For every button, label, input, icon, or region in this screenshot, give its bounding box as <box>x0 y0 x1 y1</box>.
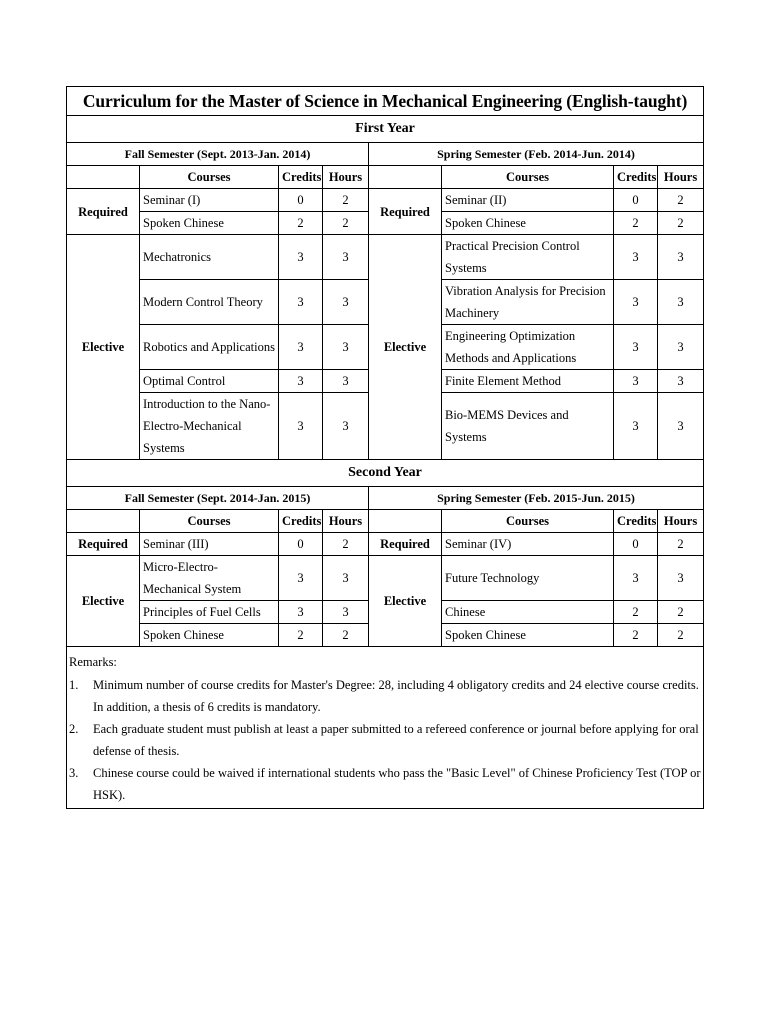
course-hours: 3 <box>658 393 704 460</box>
course-credits: 3 <box>279 556 323 601</box>
course-hours: 3 <box>323 235 369 280</box>
category-required: Required <box>369 533 442 556</box>
course-credits: 3 <box>614 235 658 280</box>
course-hours: 2 <box>658 601 704 624</box>
category-elective: Elective <box>369 235 442 460</box>
course-hours: 3 <box>658 325 704 370</box>
course-name: Introduction to the Nano-Electro-Mechanical Systems <box>140 393 279 460</box>
course-credits: 3 <box>279 280 323 325</box>
header-blank <box>369 166 442 189</box>
course-hours: 3 <box>323 393 369 460</box>
remark-item <box>69 762 701 806</box>
year-heading-first: First Year <box>67 116 704 143</box>
header-credits: Credits <box>279 166 323 189</box>
remark-item <box>69 718 701 762</box>
course-credits: 3 <box>279 393 323 460</box>
course-credits: 3 <box>614 393 658 460</box>
course-name: Seminar (III) <box>140 533 279 556</box>
header-courses: Courses <box>140 166 279 189</box>
course-hours: 2 <box>323 533 369 556</box>
remark-text: Minimum number of course credits for Master's Degree: 28, including 4 obligatory credits and 24 elective course credits. In addition, a thesis of 6 credits is mandatory. <box>93 678 699 714</box>
remarks-section <box>67 647 704 809</box>
course-credits: 3 <box>614 556 658 601</box>
course-name: Micro-Electro-Mechanical System <box>140 556 279 601</box>
header-blank <box>67 510 140 533</box>
semester-heading-spring-y2: Spring Semester (Feb. 2015-Jun. 2015) <box>369 487 704 510</box>
course-name: Practical Precision Control Systems <box>442 235 614 280</box>
course-name: Principles of Fuel Cells <box>140 601 279 624</box>
course-hours: 3 <box>658 235 704 280</box>
curriculum-document <box>66 86 703 809</box>
course-name: Chinese <box>442 601 614 624</box>
course-name: Spoken Chinese <box>442 212 614 235</box>
course-credits: 3 <box>279 370 323 393</box>
course-name: Finite Element Method <box>442 370 614 393</box>
course-name: Vibration Analysis for Precision Machinery <box>442 280 614 325</box>
course-name: Future Technology <box>442 556 614 601</box>
header-hours: Hours <box>323 510 369 533</box>
course-name: Spoken Chinese <box>140 212 279 235</box>
remark-text: Chinese course could be waived if international students who pass the "Basic Level" of Chinese Proficiency Test (TOP or HSK). <box>93 766 701 802</box>
course-name: Modern Control Theory <box>140 280 279 325</box>
course-credits: 2 <box>614 601 658 624</box>
year-heading-second: Second Year <box>67 460 704 487</box>
course-name: Optimal Control <box>140 370 279 393</box>
course-hours: 3 <box>323 280 369 325</box>
course-credits: 3 <box>614 325 658 370</box>
course-hours: 3 <box>323 370 369 393</box>
header-blank <box>369 510 442 533</box>
remark-item <box>69 674 701 718</box>
course-hours: 3 <box>323 556 369 601</box>
table-row <box>67 235 704 280</box>
category-required: Required <box>369 189 442 235</box>
category-elective: Elective <box>67 556 140 647</box>
semester-heading-fall-y2: Fall Semester (Sept. 2014-Jan. 2015) <box>67 487 369 510</box>
header-credits: Credits <box>614 510 658 533</box>
remarks-title: Remarks: <box>69 655 117 669</box>
course-credits: 2 <box>279 212 323 235</box>
course-name: Seminar (I) <box>140 189 279 212</box>
category-required: Required <box>67 189 140 235</box>
remark-text: Each graduate student must publish at least a paper submitted to a refereed conference or journal before applying for oral defense of thesis. <box>93 722 699 758</box>
course-credits: 3 <box>614 370 658 393</box>
semester-heading-spring-y1: Spring Semester (Feb. 2014-Jun. 2014) <box>369 143 704 166</box>
course-hours: 3 <box>658 556 704 601</box>
header-courses: Courses <box>140 510 279 533</box>
category-elective: Elective <box>369 556 442 647</box>
document-title: Curriculum for the Master of Science in Mechanical Engineering (English-taught) <box>67 87 704 116</box>
course-credits: 0 <box>279 189 323 212</box>
course-name: Robotics and Applications <box>140 325 279 370</box>
course-name: Engineering Optimization Methods and Applications <box>442 325 614 370</box>
header-blank <box>67 166 140 189</box>
course-hours: 2 <box>658 189 704 212</box>
course-credits: 2 <box>279 624 323 647</box>
course-hours: 3 <box>323 601 369 624</box>
table-row <box>67 533 704 556</box>
table-row <box>67 556 704 601</box>
course-hours: 2 <box>658 212 704 235</box>
header-courses: Courses <box>442 166 614 189</box>
course-hours: 2 <box>658 533 704 556</box>
course-hours: 2 <box>323 624 369 647</box>
course-name: Seminar (II) <box>442 189 614 212</box>
course-name: Spoken Chinese <box>140 624 279 647</box>
header-hours: Hours <box>658 166 704 189</box>
course-hours: 2 <box>323 189 369 212</box>
course-credits: 3 <box>279 325 323 370</box>
header-courses: Courses <box>442 510 614 533</box>
category-required: Required <box>67 533 140 556</box>
remark-number: 3. <box>69 766 79 780</box>
semester-heading-fall-y1: Fall Semester (Sept. 2013-Jan. 2014) <box>67 143 369 166</box>
course-credits: 0 <box>614 189 658 212</box>
remark-number: 2. <box>69 722 79 736</box>
remark-number: 1. <box>69 678 79 692</box>
course-credits: 2 <box>614 212 658 235</box>
course-name: Seminar (IV) <box>442 533 614 556</box>
course-credits: 3 <box>279 601 323 624</box>
course-name: Mechatronics <box>140 235 279 280</box>
table-row <box>67 189 704 212</box>
header-credits: Credits <box>279 510 323 533</box>
course-credits: 3 <box>279 235 323 280</box>
course-credits: 0 <box>279 533 323 556</box>
course-hours: 3 <box>658 370 704 393</box>
curriculum-table <box>66 86 704 809</box>
header-hours: Hours <box>323 166 369 189</box>
course-hours: 2 <box>658 624 704 647</box>
course-name: Spoken Chinese <box>442 624 614 647</box>
course-credits: 0 <box>614 533 658 556</box>
category-elective: Elective <box>67 235 140 460</box>
header-credits: Credits <box>614 166 658 189</box>
course-credits: 3 <box>614 280 658 325</box>
course-hours: 2 <box>323 212 369 235</box>
header-hours: Hours <box>658 510 704 533</box>
course-hours: 3 <box>658 280 704 325</box>
course-hours: 3 <box>323 325 369 370</box>
course-name: Bio-MEMS Devices and Systems <box>442 393 614 460</box>
course-credits: 2 <box>614 624 658 647</box>
